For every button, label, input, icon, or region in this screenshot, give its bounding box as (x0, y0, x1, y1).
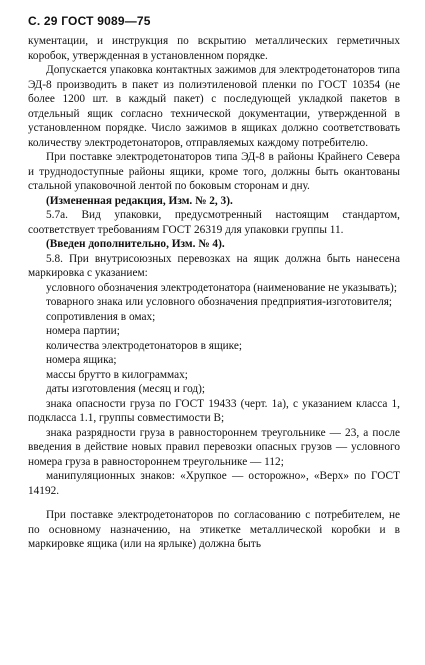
list-item: массы брутто в килограммах; (46, 368, 188, 381)
page-header: С. 29 ГОСТ 9089—75 (28, 14, 151, 28)
list-item: даты изготовления (месяц и год); (46, 383, 206, 395)
list-item: сопротивления в омах; (46, 310, 156, 323)
list-item: товарного знака или условного обозначения предприятия-изготовителя; (46, 296, 393, 308)
list-item: условного обозначения электродетонатора (наименование не указывать); (46, 281, 397, 294)
list-item: номера ящика; (46, 354, 117, 366)
list-item: знака опасности груза по ГОСТ 19433 (черт. 1а), с указанием класса 1, подкласса 1.1, группы совместимости В; (28, 397, 400, 424)
list-item: номера партии; (46, 325, 120, 337)
list-item: количества электродетонаторов в ящике; (46, 339, 243, 352)
amendment-note-2: (Введен дополнительно, Изм. № 4). (46, 238, 225, 250)
paragraph-5-8: 5.8. При внутрисоюзных перевозках на ящик должна быть нанесена маркировка с указанием: (28, 252, 400, 279)
list-item: знака разрядности груза в равностороннем треугольнике — 23, а после введения в действие новых правил перевозки опасных грузов — условного номера груза в равностороннем треугольнике — 112; (28, 426, 400, 468)
list-item: манипуляционных знаков: «Хрупкое — осторожно», «Верх» по ГОСТ 14192. (28, 470, 400, 497)
paragraph-delivery-agreement: При поставке электродетонаторов по согласованию с потребителем, не по основному назначению, на этикетке металлической коробки и в маркировке ящика (или на ярлыке) должна быть (28, 509, 400, 550)
paragraph-far-north: При поставке электродетонаторов типа ЭД-8 в районы Крайнего Севера и труднодоступные районы ящики, кроме того, должны быть окантованы стальной упаковочной лентой по боковым сторонам и дну. (28, 151, 400, 192)
paragraph-5-7a: 5.7а. Вид упаковки, предусмотренный настоящим стандартом, соответствует требованиям ГОСТ 26319 для упаковки группы 11. (28, 209, 400, 236)
paragraph-continuation: кументации, и инструкция по вскрытию металлических герметичных коробок, утвержденная в установленном порядке. (28, 35, 400, 62)
document-body (28, 34, 400, 552)
amendment-note-1: (Измененная редакция, Изм. № 2, 3). (46, 194, 233, 207)
paragraph-packaging-clamps: Допускается упаковка контактных зажимов для электродетонаторов типа ЭД-8 производить в пакет из полиэтиленовой пленки по ГОСТ 10354 (не более 1200 шт. в каждый пакет) с последующей укладкой пакетов в отдельный ящик согласно технической документации, утвержденной в установленном порядке. Число зажимов в ящиках должно соответствовать количеству электродетонаторов, отправляемых каждому потребителю. (28, 64, 400, 149)
